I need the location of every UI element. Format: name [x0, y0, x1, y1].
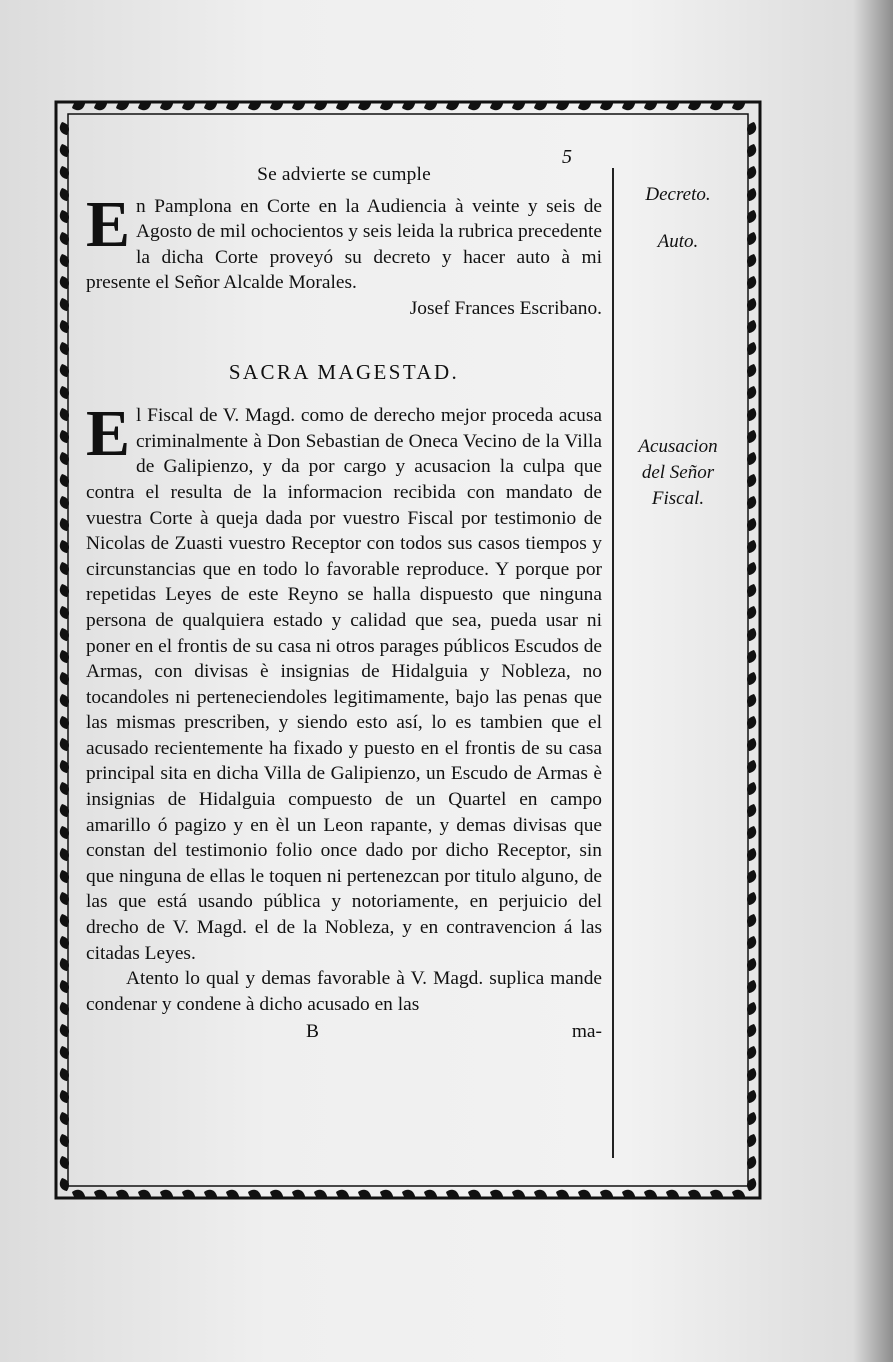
section-heading: SACRA MAGESTAD.: [228, 359, 460, 384]
margin-note-line: del Señor: [641, 462, 715, 483]
margin-note-auto: Auto.: [657, 231, 699, 252]
margin-note-line: Acusacion: [638, 436, 718, 457]
margin-note-acusacion: [630, 434, 726, 512]
main-text-column: [86, 150, 602, 1047]
catchword: ma-: [571, 1021, 602, 1043]
paragraph-decree: [86, 187, 602, 296]
paragraph-accusation: [86, 397, 602, 966]
margin-note-decreto: Decreto.: [645, 184, 711, 205]
page-footer: [86, 1019, 602, 1047]
scribe-signature: Josef Frances Escribano.: [409, 297, 602, 319]
margin-divider: [612, 168, 614, 1158]
drop-capital: E: [86, 187, 131, 261]
margin-note-line: Fiscal.: [651, 488, 705, 509]
page-number: 5: [562, 146, 572, 168]
paragraph-accusation-text: l Fiscal de V. Magd. como de derecho mejor proceda acusa criminalmente à Don Sebastian de Oneca Vecino de la Villa de Galipienzo, y da por cargo y acusacion la culpa que contra el resulta de la informacion recibida con mandato de vuestra Corte à queja dada por vuestro Fiscal por testimonio de Nicolas de Zuasti vuestro Receptor con todos sus casos tiempos y circunstancias que en todo lo favorable reproduce. Y porque por repetidas Leyes de este Reyno se halla dispuesto que ninguna persona de qualquiera estado y calidad que sea, pueda usar ni poner en el frontis de su casa ni otros parages públicos Escudos de Armas, con divisas è insignias de Hidalguia y Nobleza, no tocandoles ni perteneciendoles legitimamente, bajo las penas que las mismas prescriben, y siendo esto así, lo es tambien que el acusado recientemente ha fixado y puesto en el frontis de su casa principal sita en dicha Villa de Galipienzo, un Escudo de Armas è insignias de Hidalguia compuesto de un Quartel en campo amarillo ó pagizo y en èl un Leon rapante, y demas divisas que constan del testimonio folio once dado por dicho Receptor, sin que ninguna de ellas le toquen ni pertenezcan por titulo alguno, de las que está usando pública y notoriamente, en perjuicio del drecho de V. Magd. el de la Nobleza, y en contravencion á las citadas Leyes.: [86, 405, 602, 964]
page-edge-shadow: [853, 0, 893, 1362]
signature-mark: B: [306, 1021, 319, 1043]
paragraph-petition: Atento lo qual y demas favorable à V. Magd. suplica mande condenar y condene à dicho acusado en las: [86, 968, 602, 1015]
notice-line: Se advierte se cumple: [257, 164, 431, 185]
paragraph-decree-text: n Pamplona en Corte en la Audiencia à veinte y seis de Agosto de mil ochocientos y seis leida la rubrica precedente la dicha Corte proveyó su decreto y hacer auto à mi presente el Señor Alcalde Morales.: [86, 195, 602, 294]
drop-capital: E: [86, 397, 131, 471]
